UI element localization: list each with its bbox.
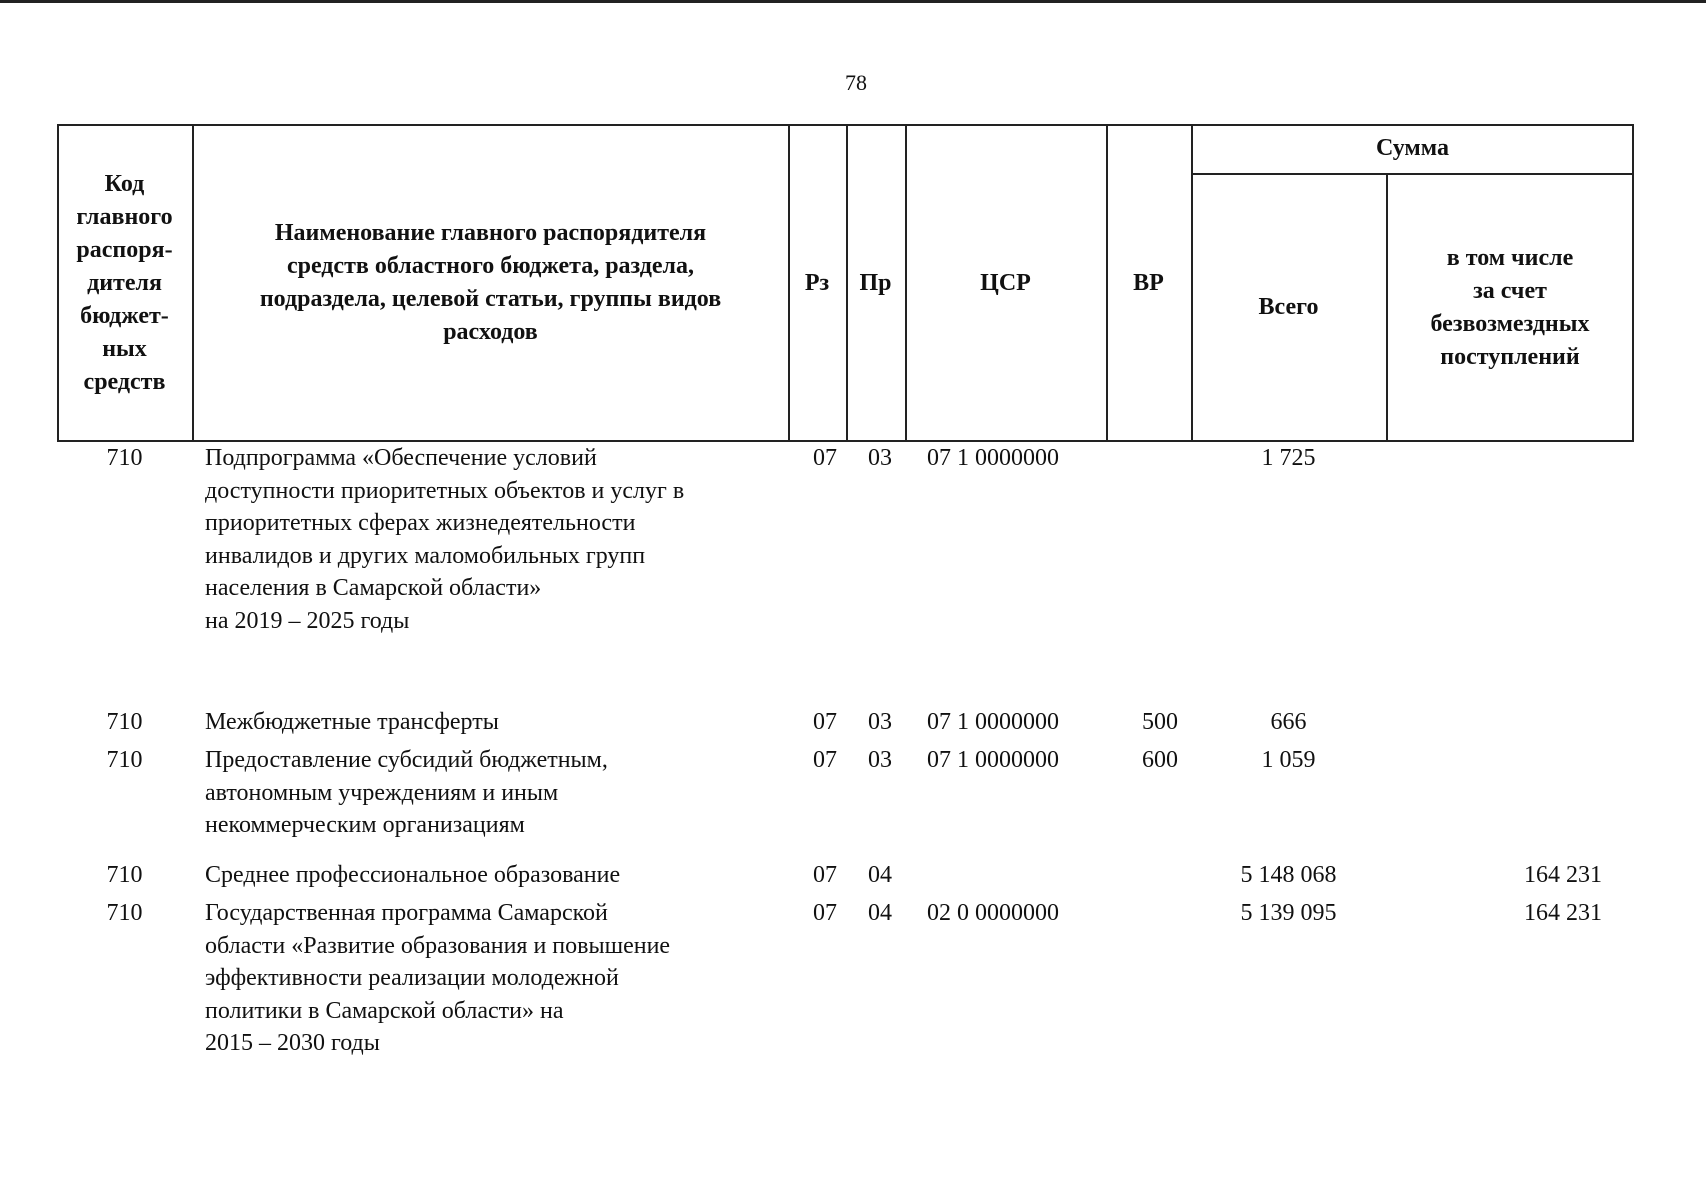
page-number: 78 (845, 70, 867, 95)
row-code: 710 (106, 709, 143, 735)
header-vr: ВР (1133, 269, 1164, 296)
row-code: 710 (106, 747, 143, 773)
top-rule (0, 0, 1706, 3)
row-csr: 02 0 0000000 (927, 900, 1059, 926)
row-rz: 07 (813, 747, 837, 773)
row-total: 1 059 (1261, 747, 1316, 773)
row-pr: 03 (868, 747, 892, 773)
header-grants: в том числе за счет безвозмездных поступлений (1430, 244, 1590, 370)
row-code: 710 (106, 445, 143, 471)
row-vr: 600 (1142, 747, 1178, 773)
row-total: 1 725 (1261, 445, 1316, 471)
row-total: 5 148 068 (1240, 862, 1337, 888)
row-pr: 04 (868, 900, 892, 926)
row-name: Межбюджетные трансферты (205, 709, 499, 735)
row-csr: 07 1 0000000 (927, 445, 1059, 471)
row-vr: 500 (1142, 709, 1178, 735)
row-code: 710 (106, 900, 143, 926)
row-total: 666 (1270, 709, 1307, 735)
row-name: Среднее профессиональное образование (205, 862, 621, 888)
table-header (57, 124, 1634, 442)
row-code: 710 (106, 862, 143, 888)
header-total: Всего (1258, 294, 1319, 320)
row-pr: 04 (868, 862, 892, 888)
row-name: Государственная программа Самарской области «Развитие образования и повышение эффективности реализации молодежной политики в Самарской области» на 2015 – 2030 годы (205, 900, 671, 1056)
row-grants: 164 231 (1524, 862, 1602, 888)
header-rz: Рз (804, 269, 830, 296)
row-total: 5 139 095 (1240, 900, 1337, 926)
row-csr: 07 1 0000000 (927, 747, 1059, 773)
row-rz: 07 (813, 862, 837, 888)
row-pr: 03 (868, 709, 892, 735)
row-rz: 07 (813, 900, 837, 926)
row-name: Предоставление субсидий бюджетным, автономным учреждениям и иным некоммерческим организациям (205, 747, 608, 838)
row-csr: 07 1 0000000 (927, 709, 1059, 735)
header-name: Наименование главного распорядителя средств областного бюджета, раздела, подраздела, целевой статьи, группы видов расходов (259, 220, 722, 345)
row-rz: 07 (813, 709, 837, 735)
row-grants: 164 231 (1524, 900, 1602, 926)
row-name: Подпрограмма «Обеспечение условий доступности приоритетных объектов и услуг в приоритетных сферах жизнедеятельности инвалидов и других маломобильных групп населения в Самарской области» на 2019 – 2025 годы (205, 445, 685, 634)
row-pr: 03 (868, 445, 892, 471)
header-code: Код главного распоря- дителя бюджет- ных средств (76, 170, 173, 395)
row-rz: 07 (813, 445, 837, 471)
header-csr: ЦСР (980, 269, 1031, 296)
header-sum: Сумма (1376, 135, 1449, 161)
header-pr: Пр (859, 269, 892, 296)
